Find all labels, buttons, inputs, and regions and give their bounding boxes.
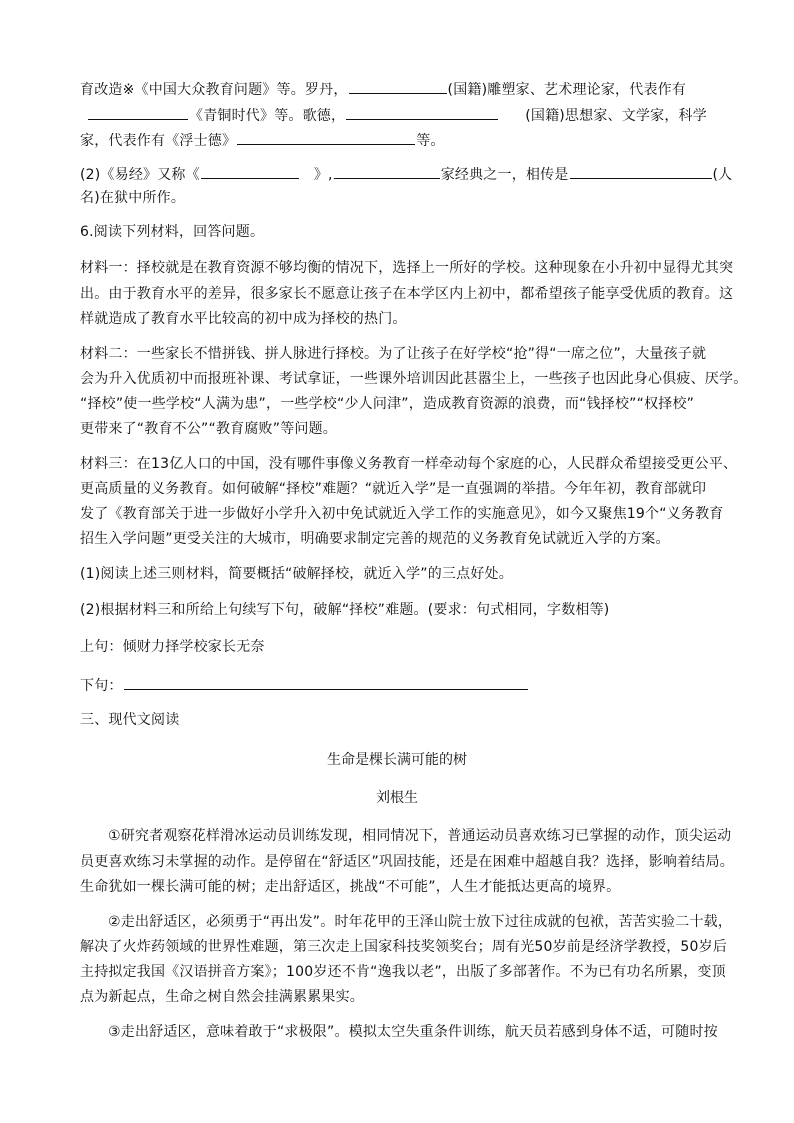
paragraph-2-line: 主持拟定我国《汉语拼音方案》；100岁还不肯“逸我以老”，出版了多部著作。不为已有功名所累，变顶 <box>80 964 726 980</box>
material-3-line: 招生入学问题”更受关注的大城市，明确要求制定完善的规范的义务教育免试就近入学的方案。 <box>80 531 670 547</box>
material-2-line: 会为升入优质初中而报班补课、考试拿证，一些课外培训因此甚嚣尘上，一些孩子也因此身心俱疲、厌学。 <box>80 371 748 387</box>
text: 下句： <box>80 678 123 694</box>
answer-blank[interactable] <box>237 129 415 145</box>
paragraph-2-line: 解决了火炸药领域的世界性难题，第三次走上国家科技奖领奖台；周有光50岁前是经济学教授，50岁后 <box>80 939 728 955</box>
q6-upper-line: 上句：倾财力择学校家长无奈 <box>80 639 265 655</box>
answer-blank[interactable] <box>349 78 447 94</box>
answer-blank[interactable] <box>570 163 712 179</box>
paragraph-1-line: 生命犹如一棵长满可能的树；走出舒适区，挑战“不可能”，人生才能抵达更高的境界。 <box>80 879 621 895</box>
article-title: 生命是棵长满可能的树 <box>327 752 467 768</box>
paragraph-1-line: ①研究者观察花样滑冰运动员训练发现，相同情况下，普通运动员喜欢练习已掌握的动作，顶尖运动 <box>108 828 732 844</box>
material-3-line: 发了《教育部关于进一步做好小学升入初中免试就近入学工作的实施意见》，如今又聚焦19个“义务教育 <box>80 506 724 522</box>
material-1-line: 样就造成了教育水平比较高的初中成为择校的热门。 <box>80 311 407 327</box>
q6-lower-line <box>80 674 529 696</box>
text: 》, <box>313 167 333 183</box>
answer-blank[interactable] <box>124 674 528 690</box>
material-1-line: 出。由于教育水平的差异，很多家长不愿意让孩子在本学区内上初中，都希望孩子能享受优质的教育。这 <box>80 286 734 302</box>
q5-line-3 <box>80 129 445 151</box>
text: (国籍)雕塑家、艺术理论家，代表作有 <box>447 82 687 98</box>
text: 育改造※《中国大众教育问题》等。罗丹， <box>80 82 348 98</box>
answer-blank[interactable] <box>88 104 188 120</box>
article-author: 刘根生 <box>376 790 418 806</box>
q6-sub1: (1)阅读上述三则材料，简要概括“破解择校，就近入学”的三点好处。 <box>80 566 513 582</box>
q5-sub2-line-1 <box>80 163 732 185</box>
text: 家，代表作有《浮士德》 <box>80 133 237 149</box>
q5-line-1 <box>80 78 686 100</box>
section-heading: 三、现代文阅读 <box>80 712 180 728</box>
q6-title: 6.阅读下列材料，回答问题。 <box>80 224 265 240</box>
text: 家经典之一，相传是 <box>440 167 569 183</box>
paragraph-2-line: ②走出舒适区，必须勇于“再出发”。时年花甲的王泽山院士放下过往成就的包袱，苦苦实验二十载， <box>108 914 733 930</box>
material-2-line: 更带来了“教育不公”“教育腐败”等问题。 <box>80 421 338 437</box>
material-2-line: 材料二：一些家长不惜拼钱、拼人脉进行择校。为了让孩子在好学校“抢”得“一席之位”，大量孩子就 <box>80 346 707 362</box>
answer-blank[interactable] <box>346 104 498 120</box>
text: (2)《易经》又称《 <box>80 167 200 183</box>
text: 等。 <box>416 133 445 149</box>
q5-line-2 <box>80 104 707 126</box>
material-1-line: 材料一：择校就是在教育资源不够均衡的情况下，选择上一所好的学校。这种现象在小升初中显得尤其突 <box>80 260 734 276</box>
material-2-line: “择校”使一些学校“人满为患”，一些学校“少人问津”，造成教育资源的浪费，而“钱择校”“权择校” <box>80 396 695 412</box>
material-3-line: 材料三：在13亿人口的中国，没有哪件事像义务教育一样牵动每个家庭的心，人民群众希望接受更公平、 <box>80 456 738 472</box>
answer-blank[interactable] <box>201 163 299 179</box>
text: (国籍)思想家、文学家，科学 <box>525 108 707 124</box>
q5-sub2-line-2: 名)在狱中所作。 <box>80 190 186 206</box>
paragraph-2-line: 点为新起点，生命之树自然会挂满累累果实。 <box>80 989 364 1005</box>
paragraph-1-line: 员更喜欢练习未掌握的动作。是停留在“舒适区”巩固技能，还是在困难中超越自我？选择，影响着结局。 <box>80 854 734 870</box>
material-3-line: 更高质量的义务教育。如何破解“择校”难题？“就近入学”是一直强调的举措。今年年初，教育部就印 <box>80 481 707 497</box>
paragraph-3-line: ③走出舒适区，意味着敢于“求极限”。模拟太空失重条件训练，航天员若感到身体不适，可随时按 <box>108 1024 718 1040</box>
text: (人 <box>712 167 733 183</box>
q6-sub2: (2)根据材料三和所给上句续写下句，破解“择校”难题。(要求：句式相同，字数相等) <box>80 602 610 618</box>
text: 《青铜时代》等。歌德， <box>189 108 346 124</box>
answer-blank[interactable] <box>334 163 440 179</box>
